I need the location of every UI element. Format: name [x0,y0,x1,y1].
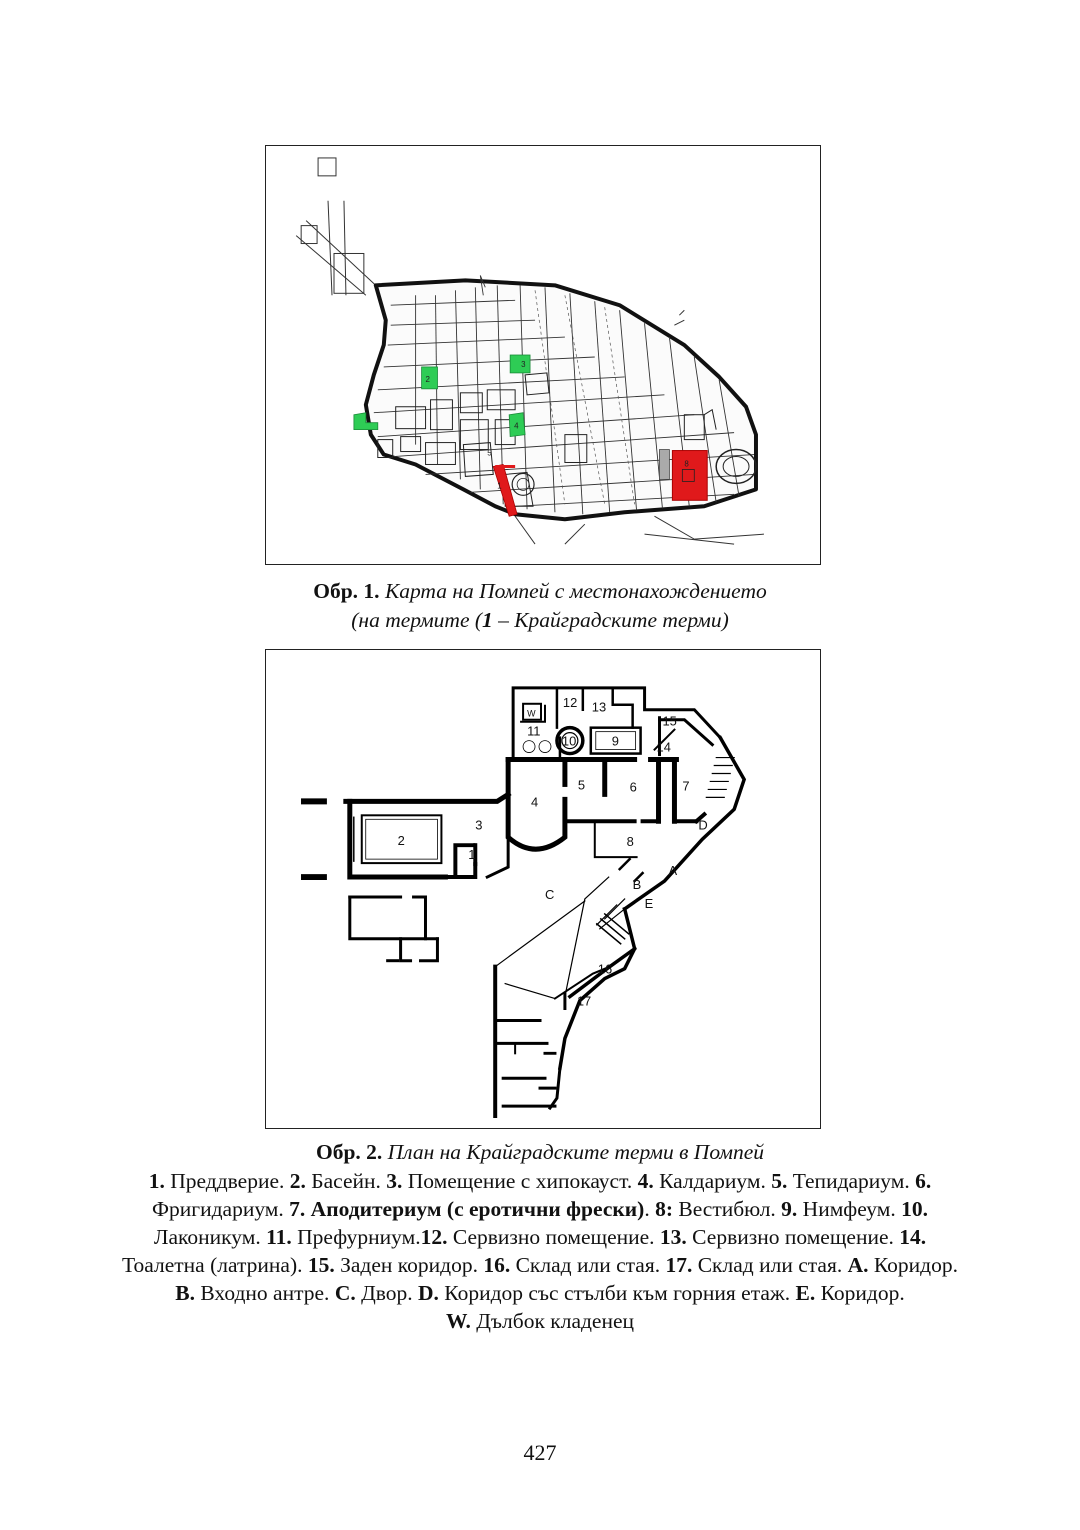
legend-num-2: 2. [289,1169,306,1193]
figure-1-caption [0,577,1080,635]
legend-text-W: Дълбок кладенец [476,1309,635,1333]
plan-label-17: 17 [576,993,592,1009]
legend-num-A: A. [847,1253,869,1277]
plan-label-16: 16 [597,961,613,977]
plan-label-15: 15 [662,713,677,729]
bath-3-green [510,355,530,373]
plan-label-E: E [644,895,654,911]
plan-label-5: 5 [577,777,586,793]
legend-num-10: 10. [901,1197,928,1221]
map-label-2: 2 [425,374,430,384]
legend-text-4: Калдариум. [659,1169,766,1193]
plan-label-9: 9 [611,733,619,749]
legend-num-13: 13. [659,1225,687,1249]
legend-text-11: Префурниум. [297,1225,421,1249]
legend-num-9: 9. [781,1197,798,1221]
plan-label-W: W [527,708,536,719]
plan-label-B: B [632,877,642,892]
legend-text-15: Заден коридор. [340,1253,478,1277]
legend-text-D: Коридор със стълби към горния етаж. [444,1281,791,1305]
legend-text-C: Двор. [361,1281,413,1305]
palaestra-stripes [659,450,669,480]
plan-label-4: 4 [531,794,539,810]
legend-num-3: 3. [386,1169,403,1193]
figure-2-caption [0,1138,1080,1167]
figure-1-caption-num: 1 [482,608,493,632]
plan-label-8: 8 [626,834,634,850]
plan-label-14: 14 [656,739,671,755]
legend-text-10: Лаконикум. [153,1225,261,1249]
legend-num-16: 16. [483,1253,511,1277]
plan-label-6: 6 [629,779,637,795]
legend-text-12: Сервизно помещение. [452,1225,655,1249]
plan-label-13: 13 [591,699,607,715]
legend-num-7: 7. [289,1197,306,1221]
figure-2-caption-label: Обр. 2. [315,1140,383,1164]
legend-num-E: E. [795,1281,816,1305]
legend-num-D: D. [418,1281,439,1305]
legend-text-2: Басейн. [311,1169,381,1193]
figure-1-map [265,145,821,565]
palaestra-red [672,451,707,501]
legend-text-16: Склад или стая. [515,1253,661,1277]
plan-label-10: 10 [561,733,577,749]
legend-num-1: 1. [148,1169,165,1193]
map-label-4: 4 [514,421,519,431]
legend-num-C: C. [334,1281,356,1305]
plan-label-2: 2 [397,833,405,849]
map-label-5: 5 [487,448,492,458]
figure-1-caption-pre: (на термите ( [351,608,483,632]
legend-num-8: 8: [655,1197,673,1221]
legend-text-13: Сервизно помещение. [692,1225,894,1249]
legend-text-1: Преддверие. [170,1169,285,1193]
legend-text-5: Тепидариум. [792,1169,910,1193]
plan-label-7: 7 [682,778,690,794]
baths-plan-svg [266,650,820,1128]
figure-1-caption-label: Обр. 1. [313,579,380,603]
legend-text-6: Фригидариум. [152,1197,284,1221]
legend-num-5: 5. [771,1169,788,1193]
plan-label-A: A [668,863,678,879]
legend-num-W: W. [445,1309,471,1333]
legend-num-B: B. [175,1281,195,1305]
plan-label-D: D [698,817,708,833]
legend-num-12: 12. [420,1225,448,1249]
legend-text-B: Входно антре. [200,1281,330,1305]
legend-num-4: 4. [637,1169,654,1193]
figure-2-plan [265,649,821,1129]
legend-text-8: Вестибюл. [678,1197,776,1221]
legend-text-A: Коридор. [873,1253,958,1277]
plan-legend: 1. Преддверие. 2. Басейн. 3. Помещение с хипокауст. 4. Калдариум. 5. Тепидариум. 6. Фригидариум. 7. Аподитериум (с еротични фрески). 8: Вестибюл. 9. Нимфеум. 10. Лаконикум. 11. Префурниум.12. Сервизно помещение. 13. Сервизно помещение. 14. Тоалетна (латрина). 15. Заден коридор. 16. Склад или стая. 17. Склад или стая. A. Коридор. B. Входно антре. C. Двор. D. Коридор със стълби към горния етаж. E. Коридор. W. Дълбок кладенец [122,1169,958,1333]
figure-1-caption-line1: Карта на Помпей с местонахождението [384,579,767,603]
legend-num-14: 14. [899,1225,927,1249]
plan-label-12: 12 [562,694,578,710]
legend-num-6: 6. [915,1169,932,1193]
plan-label-C: C [544,886,555,902]
map-label-1: 1 [497,481,502,491]
pompeii-map-svg [266,146,820,564]
legend-num-15: 15. [307,1253,335,1277]
legend-num-11: 11. [266,1225,292,1249]
plan-label-1: 1 [468,847,476,863]
figure-1-caption-post: – Крайградските терми) [492,608,729,632]
legend-num-17: 17. [665,1253,693,1277]
figure-2-caption-text: План на Крайградските терми в Помпей [387,1140,765,1164]
legend-text-14: Тоалетна (латрина). [122,1253,303,1277]
page-number: 427 [523,1440,557,1465]
legend-text-17: Склад или стая. [697,1253,843,1277]
map-label-3: 3 [521,359,526,369]
legend-text-7: Аподитериум (с еротични фрески) [310,1197,645,1221]
plan-label-3: 3 [475,817,483,833]
legend-text-3: Помещение с хипокауст. [407,1169,633,1193]
map-label-8: 8 [684,459,689,469]
plan-label-11: 11 [527,723,541,739]
legend-text-E: Коридор. [820,1281,905,1305]
legend-text-9: Нимфеум. [802,1197,896,1221]
